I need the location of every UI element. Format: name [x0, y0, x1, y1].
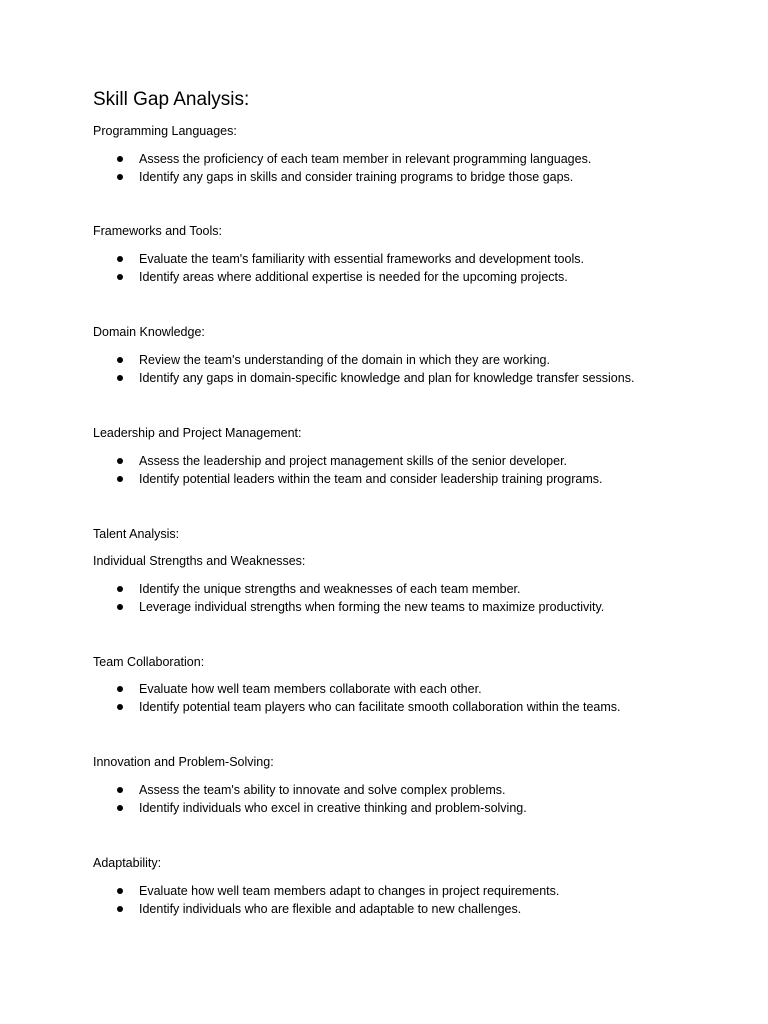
- bullet-icon: [117, 375, 123, 381]
- list-item-text: Assess the team's ability to innovate and solve complex problems.: [139, 783, 506, 797]
- list-item-text: Evaluate how well team members collaborate with each other.: [139, 682, 482, 696]
- page-title: Skill Gap Analysis:: [93, 89, 250, 110]
- section-heading-programming-languages: Programming Languages:: [93, 124, 237, 138]
- bullet-icon: [117, 274, 123, 280]
- bullet-icon: [117, 686, 123, 692]
- list-item-text: Assess the proficiency of each team member in relevant programming languages.: [139, 152, 592, 166]
- section-heading-adaptability: Adaptability:: [93, 856, 162, 870]
- bullet-icon: [117, 458, 123, 464]
- bullet-icon: [117, 476, 123, 482]
- section-heading-domain-knowledge: Domain Knowledge:: [93, 325, 205, 339]
- list-item-text: Identify potential leaders within the team and consider leadership training programs.: [139, 472, 603, 486]
- list-item-text: Leverage individual strengths when forming the new teams to maximize productivity.: [139, 600, 605, 614]
- list-item-text: Identify areas where additional expertise is needed for the upcoming projects.: [139, 270, 568, 284]
- list-item-text: Identify individuals who are flexible and adaptable to new challenges.: [139, 902, 522, 916]
- bullet-icon: [117, 888, 123, 894]
- bullet-icon: [117, 357, 123, 363]
- bullet-icon: [117, 156, 123, 162]
- list-item-text: Identify any gaps in skills and consider training programs to bridge those gaps.: [139, 170, 574, 184]
- bullet-icon: [117, 787, 123, 793]
- bullet-icon: [117, 586, 123, 592]
- list-item-text: Evaluate the team's familiarity with essential frameworks and development tools.: [139, 252, 584, 266]
- list-item-text: Evaluate how well team members adapt to changes in project requirements.: [139, 884, 560, 898]
- section-heading-talent-analysis: Talent Analysis:: [93, 527, 180, 541]
- section-heading-team-collaboration: Team Collaboration:: [93, 655, 205, 669]
- list-item-text: Identify any gaps in domain-specific knowledge and plan for knowledge transfer sessions.: [139, 371, 635, 385]
- list-item-text: Review the team's understanding of the domain in which they are working.: [139, 353, 550, 367]
- list-item-text: Identify individuals who excel in creative thinking and problem-solving.: [139, 801, 527, 815]
- list-item-text: Identify the unique strengths and weaknesses of each team member.: [139, 582, 521, 596]
- bullet-icon: [117, 805, 123, 811]
- section-heading-individual-strengths-and-weaknesses: Individual Strengths and Weaknesses:: [93, 554, 306, 568]
- bullet-icon: [117, 256, 123, 262]
- bullet-icon: [117, 174, 123, 180]
- section-heading-frameworks-and-tools: Frameworks and Tools:: [93, 224, 222, 238]
- section-heading-leadership-and-project-management: Leadership and Project Management:: [93, 426, 302, 440]
- list-item-text: Identify potential team players who can facilitate smooth collaboration within the teams.: [139, 700, 621, 714]
- section-heading-innovation-and-problem-solving: Innovation and Problem-Solving:: [93, 755, 274, 769]
- bullet-icon: [117, 906, 123, 912]
- list-item-text: Assess the leadership and project management skills of the senior developer.: [139, 454, 568, 468]
- bullet-icon: [117, 604, 123, 610]
- bullet-icon: [117, 704, 123, 710]
